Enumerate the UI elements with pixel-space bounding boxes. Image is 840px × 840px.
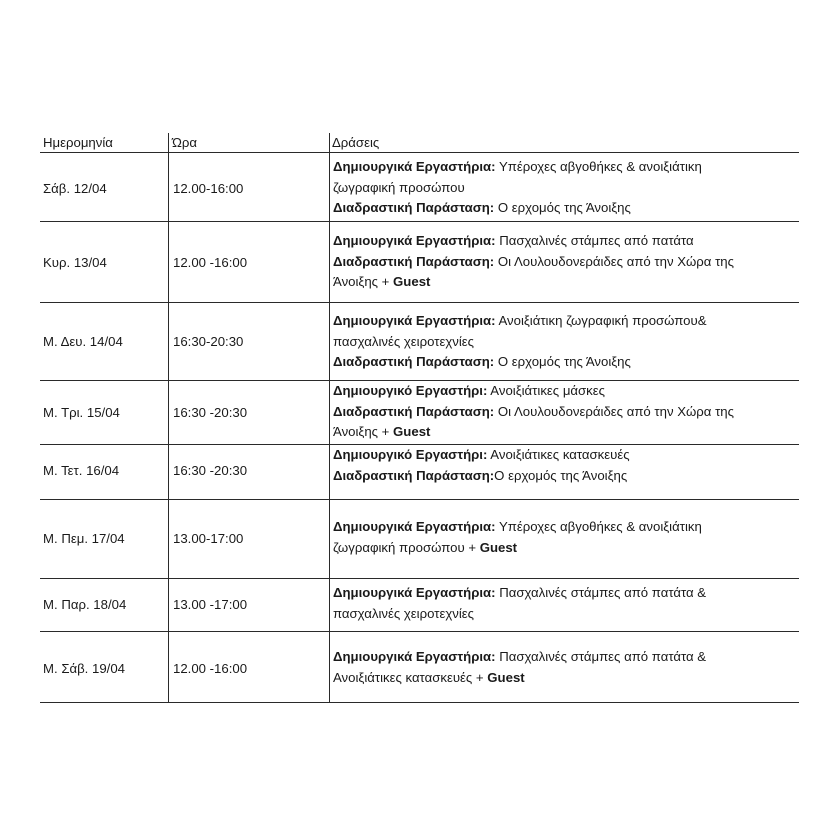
activity-text: ζωγραφική προσώπου + [333, 539, 480, 555]
activity-line [333, 198, 799, 219]
activity-line [333, 466, 799, 487]
activity-text: Οι Λουλουδονεράιδες από την Χώρα της [494, 403, 734, 419]
activity-text: πασχαλινές χειροτεχνίες [333, 605, 475, 621]
table-row [40, 445, 799, 500]
activity-label: Διαδραστική Παράσταση: [333, 467, 495, 483]
row-date: Μ. Πεμ. 17/04 [43, 531, 125, 546]
activity-label: Guest [487, 669, 525, 685]
row-date: Μ. Τρι. 15/04 [43, 405, 120, 420]
activity-line [333, 647, 799, 668]
row-time: 16:30-20:30 [173, 334, 244, 349]
table-row [40, 222, 799, 303]
header-date: Ημερομηνία [43, 135, 113, 150]
row-time: 13.00-17:00 [173, 531, 244, 546]
row-date: Μ. Τετ. 16/04 [43, 463, 120, 478]
row-activities [333, 311, 799, 373]
activity-text: Άνοιξης + [333, 274, 394, 290]
activity-label: Guest [393, 424, 431, 440]
activity-line [333, 381, 799, 402]
activity-text: Υπέροχες αβγοθήκες & ανοιξιάτικη [495, 519, 702, 534]
table-row [40, 579, 799, 632]
activity-line [333, 311, 799, 332]
row-time: 13.00 -17:00 [173, 597, 248, 612]
row-activities [333, 231, 799, 293]
activity-label: Δημιουργικά Εργαστήρια: [333, 585, 496, 600]
activity-text: Ανοιξιάτικες μάσκες [487, 383, 606, 398]
activity-text: πασχαλινές χειροτεχνίες [333, 333, 475, 349]
row-time: 12.00-16:00 [173, 181, 244, 196]
header-activities: Δράσεις [332, 135, 380, 150]
activity-label: Δημιουργικά Εργαστήρια: [333, 159, 496, 174]
activity-line [333, 231, 799, 252]
activity-label: Δημιουργικά Εργαστήρια: [333, 649, 496, 664]
row-activities [333, 517, 799, 558]
table-row [40, 303, 799, 381]
activity-label: Δημιουργικό Εργαστήρι: [333, 447, 488, 462]
activity-label: Διαδραστική Παράσταση: [333, 403, 495, 419]
activity-text: Πασχαλινές στάμπες από πατάτα & [495, 649, 707, 664]
activity-line [333, 445, 799, 466]
column-divider-time [168, 133, 169, 702]
row-date: Κυρ. 13/04 [43, 255, 107, 270]
activity-label: Guest [479, 539, 518, 555]
activity-label: Δημιουργικό Εργαστήρι: [333, 383, 488, 398]
activity-text: Πασχαλινές στάμπες από πατάτα [495, 233, 694, 248]
activity-label: Διαδραστική Παράσταση: [333, 253, 495, 269]
row-activities [333, 647, 799, 688]
activity-text: Ο ερχομός της Άνοιξης [494, 354, 631, 370]
activity-text: Ο ερχομός της Άνοιξης [494, 200, 631, 216]
row-time: 16:30 -20:30 [173, 405, 248, 420]
activity-text: Ανοιξιάτικες κατασκευές [487, 447, 630, 462]
schedule-table [40, 133, 799, 703]
activity-label: Διαδραστική Παράσταση: [333, 200, 495, 216]
activity-label: Δημιουργικά Εργαστήρια: [333, 233, 496, 248]
activity-text: Άνοιξης + [333, 424, 394, 440]
table-row [40, 153, 799, 222]
activity-line [333, 352, 799, 373]
activity-line [333, 538, 799, 559]
table-header [40, 133, 799, 153]
activity-text: Ανοιξιάτικες κατασκευές + [333, 669, 488, 685]
column-divider-activities [329, 133, 330, 702]
activity-text: ζωγραφική προσώπου [333, 179, 465, 195]
activity-line [333, 272, 799, 293]
activity-label: Δημιουργικά Εργαστήρια: [333, 313, 496, 328]
row-activities [333, 381, 799, 443]
row-date: Μ. Σάβ. 19/04 [43, 661, 126, 676]
row-date: Μ. Δευ. 14/04 [43, 334, 123, 349]
activity-line [333, 604, 799, 625]
row-time: 12.00 -16:00 [173, 661, 248, 676]
header-time: Ώρα [172, 135, 198, 150]
table-row [40, 632, 799, 703]
activity-label: Διαδραστική Παράσταση: [333, 354, 495, 370]
activity-line [333, 422, 799, 443]
activity-label: Δημιουργικά Εργαστήρια: [333, 519, 496, 534]
row-activities [333, 583, 799, 624]
activity-text: Υπέροχες αβγοθήκες & ανοιξιάτικη [495, 159, 702, 174]
activity-text: Ανοιξιάτικη ζωγραφική προσώπου& [495, 313, 707, 328]
activity-line [333, 517, 799, 538]
activity-text: Οι Λουλουδονεράιδες από την Χώρα της [494, 253, 734, 269]
table-body [40, 153, 799, 703]
activity-line [333, 252, 799, 273]
activity-line [333, 402, 799, 423]
row-date: Μ. Παρ. 18/04 [43, 597, 127, 612]
row-activities [333, 445, 799, 486]
table-row [40, 500, 799, 579]
activity-line [333, 178, 799, 199]
activity-label: Guest [393, 274, 431, 290]
activity-text: Ο ερχομός της Άνοιξης [494, 467, 628, 483]
row-time: 16:30 -20:30 [173, 463, 248, 478]
activity-text: Πασχαλινές στάμπες από πατάτα & [495, 585, 707, 600]
activity-line [333, 157, 799, 178]
row-date: Σάβ. 12/04 [43, 181, 107, 196]
activity-line [333, 668, 799, 689]
activity-line [333, 583, 799, 604]
table-row [40, 381, 799, 445]
activity-line [333, 332, 799, 353]
row-activities [333, 157, 799, 219]
row-time: 12.00 -16:00 [173, 255, 248, 270]
